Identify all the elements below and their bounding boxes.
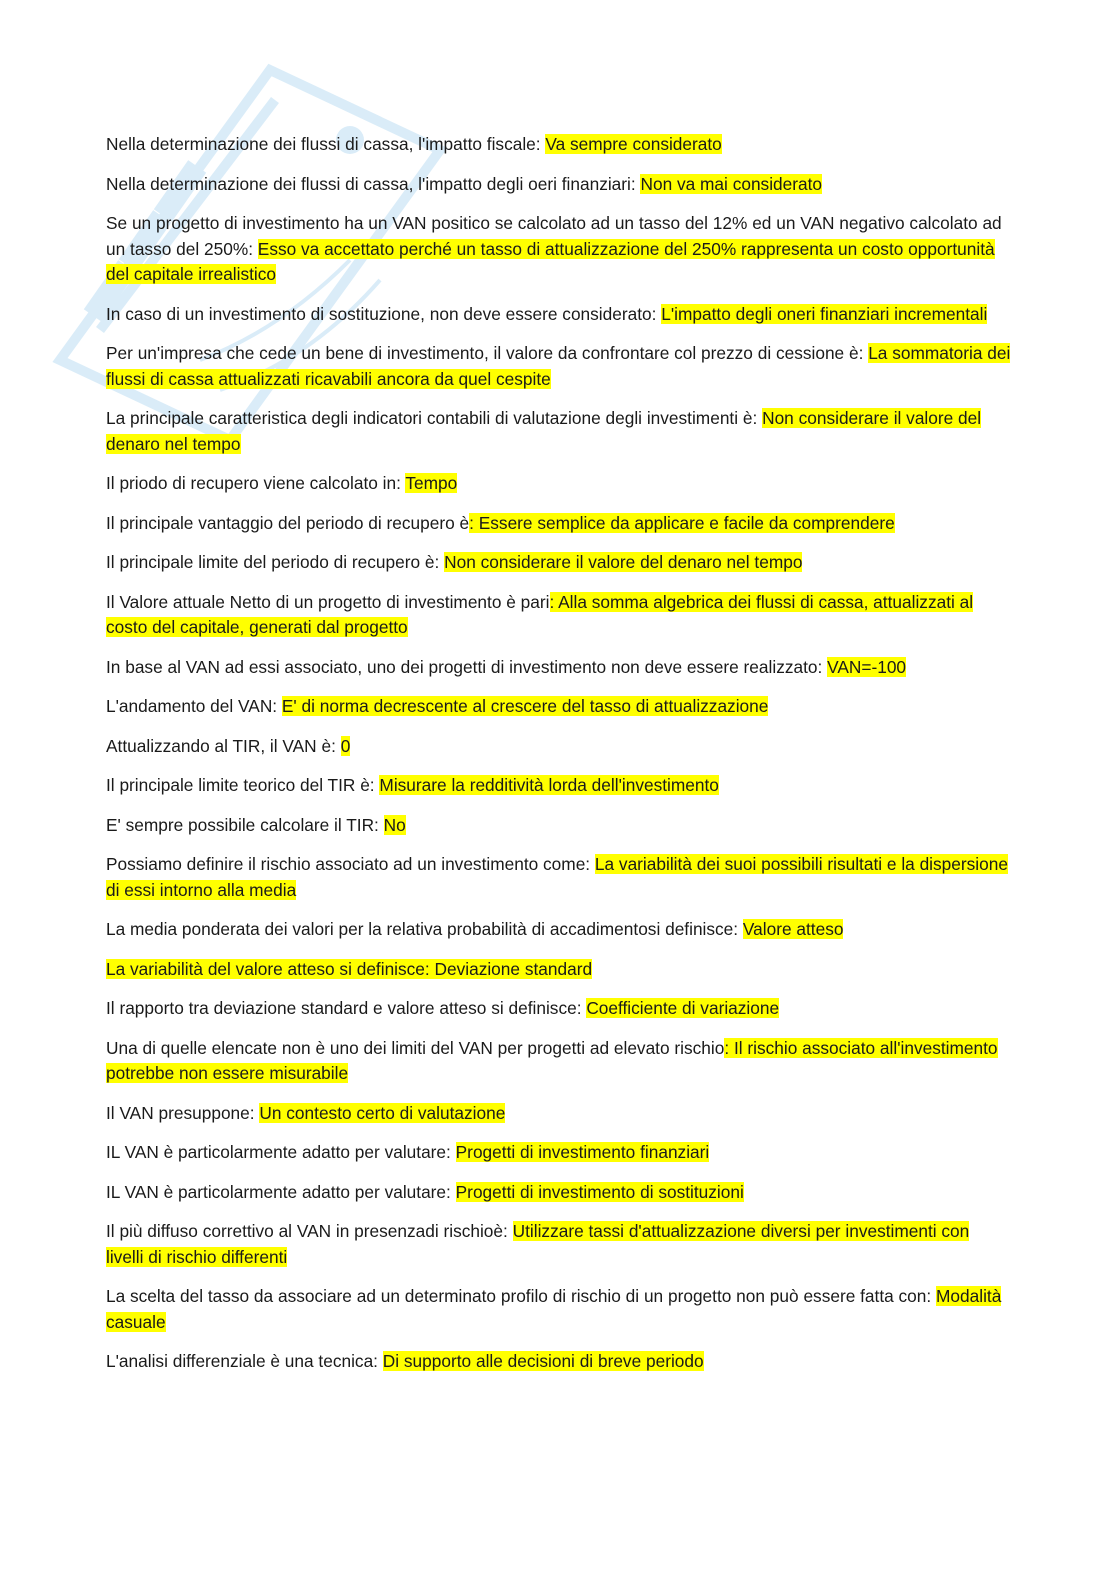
- answer-highlight: No: [383, 814, 406, 835]
- question-text: Attualizzando al TIR, il VAN è:: [106, 735, 341, 756]
- question-text: Il rapporto tra deviazione standard e valore atteso si definisce:: [106, 998, 587, 1018]
- answer-highlight: Progetti di investimento finanziari: [455, 1142, 710, 1162]
- qa-item: [106, 813, 1011, 839]
- answer-highlight: Non considerare il valore del denaro nel tempo: [106, 408, 982, 454]
- question-text: E' sempre possibile calcolare il TIR:: [106, 814, 384, 835]
- answer-highlight: La variabilità dei suoi possibili risultati e la dispersione di essi intorno alla media: [106, 854, 1008, 900]
- question-text: Se un progetto di investimento ha un VAN positico se calcolato ad un tasso del 12% ed un VAN negativo calcolato ad un tasso del 250%:: [106, 213, 1002, 259]
- qa-item: [106, 1140, 1011, 1166]
- qa-item: [106, 1180, 1011, 1206]
- question-text: Il principale limite del periodo di recupero è:: [106, 552, 445, 572]
- question-text: Il VAN presuppone:: [106, 1102, 260, 1123]
- question-text: La scelta del tasso da associare ad un determinato profilo di rischio di un progetto non può essere fatta con:: [106, 1286, 937, 1306]
- qa-item: [106, 550, 1011, 576]
- qa-item: [106, 734, 1011, 760]
- answer-highlight: Non va mai considerato: [640, 173, 823, 194]
- qa-item: [106, 132, 1011, 158]
- qa-item: [106, 1219, 1011, 1270]
- answer-highlight: Utilizzare tassi d'attualizzazione diversi per investimenti con livelli di rischio differenti: [106, 1221, 970, 1267]
- qa-item: [106, 996, 1011, 1022]
- answer-highlight: : Alla somma algebrica dei flussi di cassa, attualizzati al costo del capitale, generati dal progetto: [106, 591, 974, 637]
- question-text: IL VAN è particolarmente adatto per valutare:: [106, 1181, 456, 1202]
- qa-item: [106, 1284, 1011, 1335]
- qa-item: [106, 655, 1011, 681]
- question-text: In base al VAN ad essi associato, uno dei progetti di investimento non deve essere realizzato:: [106, 656, 828, 677]
- answer-highlight: : Il rischio associato all'investimento potrebbe non essere misurabile: [106, 1037, 998, 1083]
- question-text: La principale caratteristica degli indicatori contabili di valutazione degli investimenti è:: [106, 408, 763, 428]
- answer-highlight: Un contesto certo di valutazione: [259, 1102, 506, 1123]
- question-text: L'analisi differenziale è una tecnica:: [106, 1351, 383, 1371]
- qa-item: [106, 211, 1011, 288]
- qa-item: [106, 1036, 1011, 1087]
- question-text: Il principale limite teorico del TIR è:: [106, 775, 380, 795]
- question-text: La media ponderata dei valori per la relativa probabilità di accadimentosi definisce:: [106, 919, 743, 939]
- qa-item: [106, 302, 1011, 328]
- question-text: Il Valore attuale Netto di un progetto di investimento è pari: [106, 591, 550, 612]
- answer-highlight: : Essere semplice da applicare e facile da comprendere: [469, 512, 895, 533]
- question-text: Possiamo definire il rischio associato ad un investimento come:: [106, 854, 595, 874]
- qa-item: [106, 852, 1011, 903]
- question-text: L'andamento del VAN:: [106, 696, 282, 716]
- question-text: Per un'impresa che cede un bene di investimento, il valore da confrontare col prezzo di cessione è:: [106, 343, 869, 363]
- answer-highlight: Progetti di investimento di sostituzioni: [455, 1181, 744, 1202]
- answer-highlight: L'impatto degli oneri finanziari incrementali: [661, 303, 988, 324]
- qa-item: [106, 1101, 1011, 1127]
- question-text: Nella determinazione dei flussi di cassa, l'impatto degli oeri finanziari:: [106, 173, 641, 194]
- question-text: Il priodo di recupero viene calcolato in:: [106, 473, 406, 493]
- answer-highlight: Coefficiente di variazione: [586, 998, 780, 1018]
- question-text: IL VAN è particolarmente adatto per valutare:: [106, 1142, 456, 1162]
- answer-highlight: La sommatoria dei flussi di cassa attualizzati ricavabili ancora da quel cespite: [106, 343, 1011, 389]
- question-text: Una di quelle elencate non è uno dei limiti del VAN per progetti ad elevato rischio: [106, 1037, 725, 1058]
- qa-item: [106, 1349, 1011, 1375]
- qa-item: [106, 471, 1011, 497]
- answer-highlight: 0: [340, 735, 351, 756]
- qa-item: [106, 341, 1011, 392]
- answer-highlight: La variabilità del valore atteso si definisce: Deviazione standard: [106, 958, 593, 979]
- qa-item: [106, 511, 1011, 537]
- qa-item: [106, 773, 1011, 799]
- answer-highlight: Valore atteso: [742, 919, 844, 939]
- answer-highlight: VAN=-100: [827, 656, 907, 677]
- answer-highlight: Esso va accettato perché un tasso di attualizzazione del 250% rappresenta un costo opportunità del capitale irrealistico: [106, 238, 995, 284]
- qa-item: [106, 590, 1011, 641]
- question-answer-list: [106, 132, 1011, 1389]
- qa-item: [106, 917, 1011, 943]
- question-text: Il principale vantaggio del periodo di recupero è: [106, 512, 470, 533]
- answer-highlight: E' di norma decrescente al crescere del tasso di attualizzazione: [281, 696, 769, 716]
- answer-highlight: Non considerare il valore del denaro nel tempo: [444, 552, 803, 572]
- question-text: In caso di un investimento di sostituzione, non deve essere considerato:: [106, 303, 662, 324]
- question-text: Nella determinazione dei flussi di cassa, l'impatto fiscale:: [106, 134, 546, 154]
- qa-item: [106, 957, 1011, 983]
- answer-highlight: Di supporto alle decisioni di breve periodo: [382, 1351, 704, 1371]
- qa-item: [106, 172, 1011, 198]
- answer-highlight: Tempo: [405, 473, 458, 493]
- question-text: Il più diffuso correttivo al VAN in presenzadi rischioè:: [106, 1221, 513, 1241]
- answer-highlight: Misurare la redditività lorda dell'investimento: [379, 775, 719, 795]
- qa-item: [106, 406, 1011, 457]
- answer-highlight: Va sempre considerato: [545, 134, 722, 154]
- qa-item: [106, 694, 1011, 720]
- answer-highlight: Modalità casuale: [106, 1286, 1002, 1332]
